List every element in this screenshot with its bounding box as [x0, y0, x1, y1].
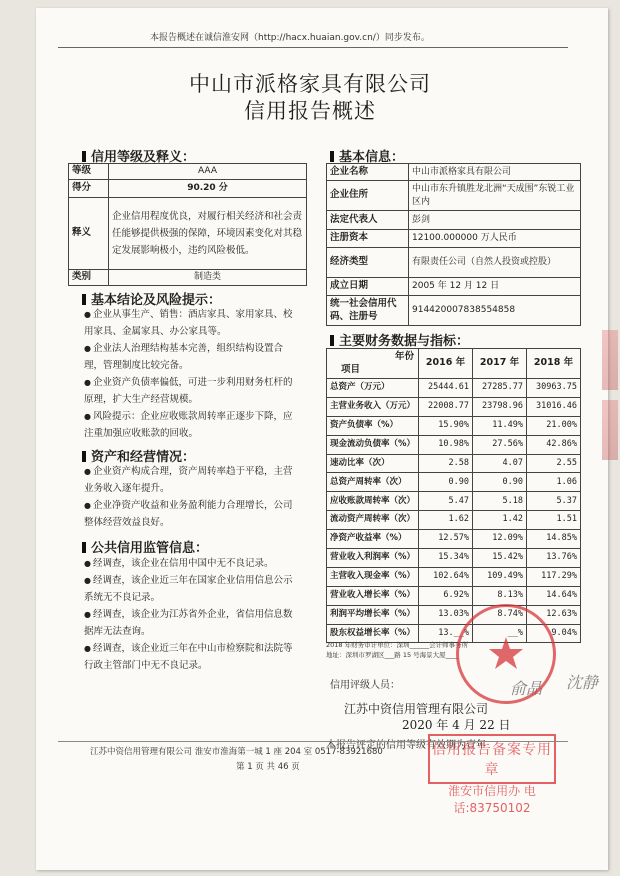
credit-label: 等级	[69, 164, 109, 180]
credit-value: 90.20 分	[109, 180, 307, 198]
fin-value-cell: 117.29%	[527, 567, 581, 586]
bullet-icon: ●	[84, 378, 91, 387]
fin-item-label: 资产负债率（%）	[327, 416, 419, 435]
list-item: ● 风险提示：企业应收账款周转率正逐步下降，应注重加强应收账款的回收。	[84, 411, 293, 439]
fin-value-cell: 1.42	[473, 511, 527, 530]
fin-value-cell: 4.07	[473, 454, 527, 473]
credit-label: 类别	[69, 270, 109, 286]
fin-item-label: 营业收入利润率（%）	[327, 549, 419, 568]
basic-title-text: 基本结论及风险提示：	[91, 293, 222, 308]
fin-value-cell: 11.49%	[473, 416, 527, 435]
signature-1: 俞晶	[510, 679, 543, 698]
table-row	[327, 473, 581, 492]
info-value: 中山市派格家具有限公司	[409, 164, 581, 181]
fin-value-cell: 12.09%	[473, 530, 527, 549]
fin-value-cell: 102.64%	[419, 567, 473, 586]
fin-value-cell: 27285.77	[473, 379, 527, 398]
info-label: 企业名称	[327, 164, 409, 181]
fin-value-cell: 0.90	[473, 473, 527, 492]
fin-section-title	[330, 330, 469, 349]
list-item: ● 企业资产负债率偏低，可进一步利用财务杠杆的原理，扩大生产经营规模。	[84, 377, 293, 405]
audit-note-2: 地址：深圳市罗湖区___路 15 号海景大厦____	[326, 651, 459, 659]
credit-label: 释义	[69, 198, 109, 270]
info-label: 法定代表人	[327, 211, 409, 230]
fin-value-cell: 30963.75	[527, 379, 581, 398]
fin-value-cell: 13.03%	[419, 605, 473, 624]
bullet-icon: ●	[84, 559, 91, 568]
table-row	[327, 416, 581, 435]
info-row	[327, 296, 581, 326]
fin-value-cell: 15.42%	[473, 549, 527, 568]
info-value: 914420007838554858	[409, 296, 581, 326]
fin-value-cell: 14.64%	[527, 586, 581, 605]
fin-value-cell: 12.57%	[419, 530, 473, 549]
fin-value-cell: 21.00%	[527, 416, 581, 435]
credit-row	[69, 198, 307, 270]
fin-value-cell: 2.58	[419, 454, 473, 473]
bullet-icon: ●	[84, 412, 91, 421]
fin-value-cell: 1.62	[419, 511, 473, 530]
info-row	[327, 278, 581, 296]
fin-value-cell: 27.56%	[473, 435, 527, 454]
fin-value-cell: 8.74%	[473, 605, 527, 624]
public-title-text: 公共信用监管信息：	[91, 541, 209, 556]
section-bar-icon	[82, 542, 86, 553]
audit-note-1: 2018 年财务审计单位：深圳______会计师事务所	[326, 641, 469, 649]
fin-value-cell: 109.49%	[473, 567, 527, 586]
credit-value: 企业信用程度优良，对履行相关经济和社会责任能够提供极强的保障，环境因素变化对其稳定发展影响极小，违约风险极低。	[109, 198, 307, 270]
header-note: 本报告概述在诚信淮安网（http://hacx.huaian.gov.cn/）同步发布。	[150, 33, 430, 43]
rater-label: 信用评级人员：	[330, 680, 400, 691]
basic-info-table	[326, 163, 581, 326]
info-label: 经济类型	[327, 248, 409, 278]
info-label: 统一社会信用代码、注册号	[327, 296, 409, 326]
info-value: 彭剑	[409, 211, 581, 230]
section-bar-icon	[82, 151, 86, 162]
fin-item-label: 流动资产周转率（次）	[327, 511, 419, 530]
table-row	[327, 511, 581, 530]
seal-star-icon	[459, 607, 553, 701]
fin-item-label: 主营收入现金率（%）	[327, 567, 419, 586]
fin-value-cell: 31016.46	[527, 397, 581, 416]
bullet-icon: ●	[84, 644, 91, 653]
table-row	[327, 492, 581, 511]
credit-row	[69, 164, 307, 180]
fin-item-label: 总资产周转率（次）	[327, 473, 419, 492]
footer-company-info: 江苏中资信用管理有限公司 淮安市淮海第一城 1 座 204 室 0517-83921680	[90, 747, 383, 757]
info-value: 中山市东升镇胜龙北洲“天成围”东锐工业区内	[409, 181, 581, 211]
year-header: 2016 年	[419, 349, 473, 379]
fin-value-cell: 1.51	[527, 511, 581, 530]
list-item: ● 企业从事生产、销售：酒店家具、家用家具、校用家具、金属家具、办公家具等。	[84, 309, 293, 337]
bullet-icon: ●	[84, 501, 91, 510]
bullet-icon: ●	[84, 344, 91, 353]
report-date: 2020 年 4 月 22 日	[402, 718, 511, 732]
corner-year-label: 年份	[394, 350, 414, 362]
table-row	[327, 567, 581, 586]
list-item: ● 经调查，该企业在信用中国中无不良记录。	[84, 558, 274, 569]
fin-value-cell: 25444.61	[419, 379, 473, 398]
basic-list	[84, 306, 300, 442]
fin-item-label: 速动比率（次）	[327, 454, 419, 473]
basic-info-title-text: 基本信息：	[339, 150, 405, 165]
fin-body	[327, 379, 581, 643]
fin-corner-cell	[327, 349, 419, 379]
financial-table	[326, 348, 581, 643]
fin-value-cell: 12.63%	[527, 605, 581, 624]
list-item: ● 企业净资产收益和业务盈利能力合理增长，公司整体经营效益良好。	[84, 500, 293, 528]
fin-value-cell: 1.06	[527, 473, 581, 492]
fin-value-cell: 42.86%	[527, 435, 581, 454]
fin-item-label: 营业收入增长率（%）	[327, 586, 419, 605]
table-row	[327, 454, 581, 473]
asset-title-text: 资产和经营情况：	[91, 450, 196, 465]
table-row	[327, 397, 581, 416]
footer-divider	[58, 741, 568, 742]
round-seal	[456, 604, 556, 704]
info-row	[327, 181, 581, 211]
list-item: ● 企业资产构成合理，资产周转率趋于平稳，主营业务收入逐年提升。	[84, 466, 293, 494]
edge-seal-mark	[602, 400, 618, 460]
header-divider	[58, 47, 568, 48]
info-value: 有限责任公司（自然人投资或控股）	[409, 248, 581, 278]
info-value: 12100.000000 万人民币	[409, 230, 581, 248]
corner-item-label: 项目	[341, 363, 361, 375]
fin-value-cell: 15.34%	[419, 549, 473, 568]
bullet-icon: ●	[84, 610, 91, 619]
fin-value-cell: 22008.77	[419, 397, 473, 416]
fin-value-cell: 9.04%	[527, 624, 581, 643]
table-row	[327, 379, 581, 398]
fin-value-cell: 13.76%	[527, 549, 581, 568]
fin-value-cell: 5.18	[473, 492, 527, 511]
section-bar-icon	[330, 335, 334, 346]
signature-2: 沈静	[566, 673, 599, 692]
bullet-icon: ●	[84, 467, 91, 476]
info-row	[327, 211, 581, 230]
fin-value-cell: 13.__%	[419, 624, 473, 643]
list-item: ● 经调查，该企业为江苏省外企业，省信用信息数据库无法查询。	[84, 609, 293, 637]
fin-title-text: 主要财务数据与指标：	[339, 334, 470, 349]
fin-item-label: 主营业务收入（万元）	[327, 397, 419, 416]
list-item: ● 经调查，该企业近三年在国家企业信用信息公示系统无不良记录。	[84, 575, 293, 603]
edge-seal-mark	[602, 330, 618, 390]
section-bar-icon	[82, 294, 86, 305]
bullet-icon: ●	[84, 576, 91, 585]
info-label: 注册资本	[327, 230, 409, 248]
info-row	[327, 248, 581, 278]
validity-note: 本报告评定的信用等级有效期为壹年	[326, 740, 486, 751]
table-row	[327, 435, 581, 454]
fin-value-cell: 0.90	[419, 473, 473, 492]
credit-label: 得分	[69, 180, 109, 198]
org-name: 江苏中资信用管理有限公司	[344, 702, 489, 716]
stamp-line-1: 信用报告备案专用章	[432, 742, 552, 778]
list-item: ● 企业法人治理结构基本完善，组织结构设置合理，管理制度比较完备。	[84, 343, 283, 371]
credit-value: AAA	[109, 164, 307, 180]
table-row	[327, 586, 581, 605]
fin-value-cell: 15.90%	[419, 416, 473, 435]
credit-table	[68, 163, 307, 286]
report-title: 信用报告概述	[244, 99, 376, 123]
credit-row	[69, 180, 307, 198]
info-label: 企业住所	[327, 181, 409, 211]
list-item: ● 经调查，该企业近三年在中山市检察院和法院等行政主管部门中无不良记录。	[84, 643, 293, 671]
public-section-title	[82, 537, 208, 556]
info-value: 2005 年 12 月 12 日	[409, 278, 581, 296]
credit-title-text: 信用等级及释义：	[91, 150, 196, 165]
asset-list	[84, 463, 300, 531]
section-bar-icon	[330, 151, 334, 162]
info-row	[327, 230, 581, 248]
fin-value-cell: 23798.96	[473, 397, 527, 416]
fin-value-cell: 6.92%	[419, 586, 473, 605]
fin-item-label: 股东权益增长率（%）	[327, 624, 419, 643]
fin-value-cell: 5.37	[527, 492, 581, 511]
fin-item-label: 净资产收益率（%）	[327, 530, 419, 549]
fin-item-label: 利润平均增长率（%）	[327, 605, 419, 624]
table-row	[327, 549, 581, 568]
info-row	[327, 164, 581, 181]
bullet-icon: ●	[84, 310, 91, 319]
fin-value-cell: 5.47	[419, 492, 473, 511]
fin-value-cell: __%	[473, 624, 527, 643]
table-row	[327, 530, 581, 549]
page-number: 第 1 页 共 46 页	[236, 762, 300, 772]
stamp-line-2: 淮安市信用办 电话:83750102	[448, 784, 536, 815]
public-list	[84, 555, 300, 674]
year-header: 2018 年	[527, 349, 581, 379]
fin-item-label: 现金流动负债率（%）	[327, 435, 419, 454]
fin-value-cell: 10.98%	[419, 435, 473, 454]
fin-item-label: 总资产（万元）	[327, 379, 419, 398]
fin-value-cell: 8.13%	[473, 586, 527, 605]
fin-value-cell: 2.55	[527, 454, 581, 473]
credit-value: 制造类	[109, 270, 307, 286]
info-label: 成立日期	[327, 278, 409, 296]
fin-header-row	[327, 349, 581, 379]
company-title: 中山市派格家具有限公司	[189, 72, 431, 96]
section-bar-icon	[82, 451, 86, 462]
fin-value-cell: 14.85%	[527, 530, 581, 549]
credit-row	[69, 270, 307, 286]
year-header: 2017 年	[473, 349, 527, 379]
fin-item-label: 应收账款周转率（次）	[327, 492, 419, 511]
